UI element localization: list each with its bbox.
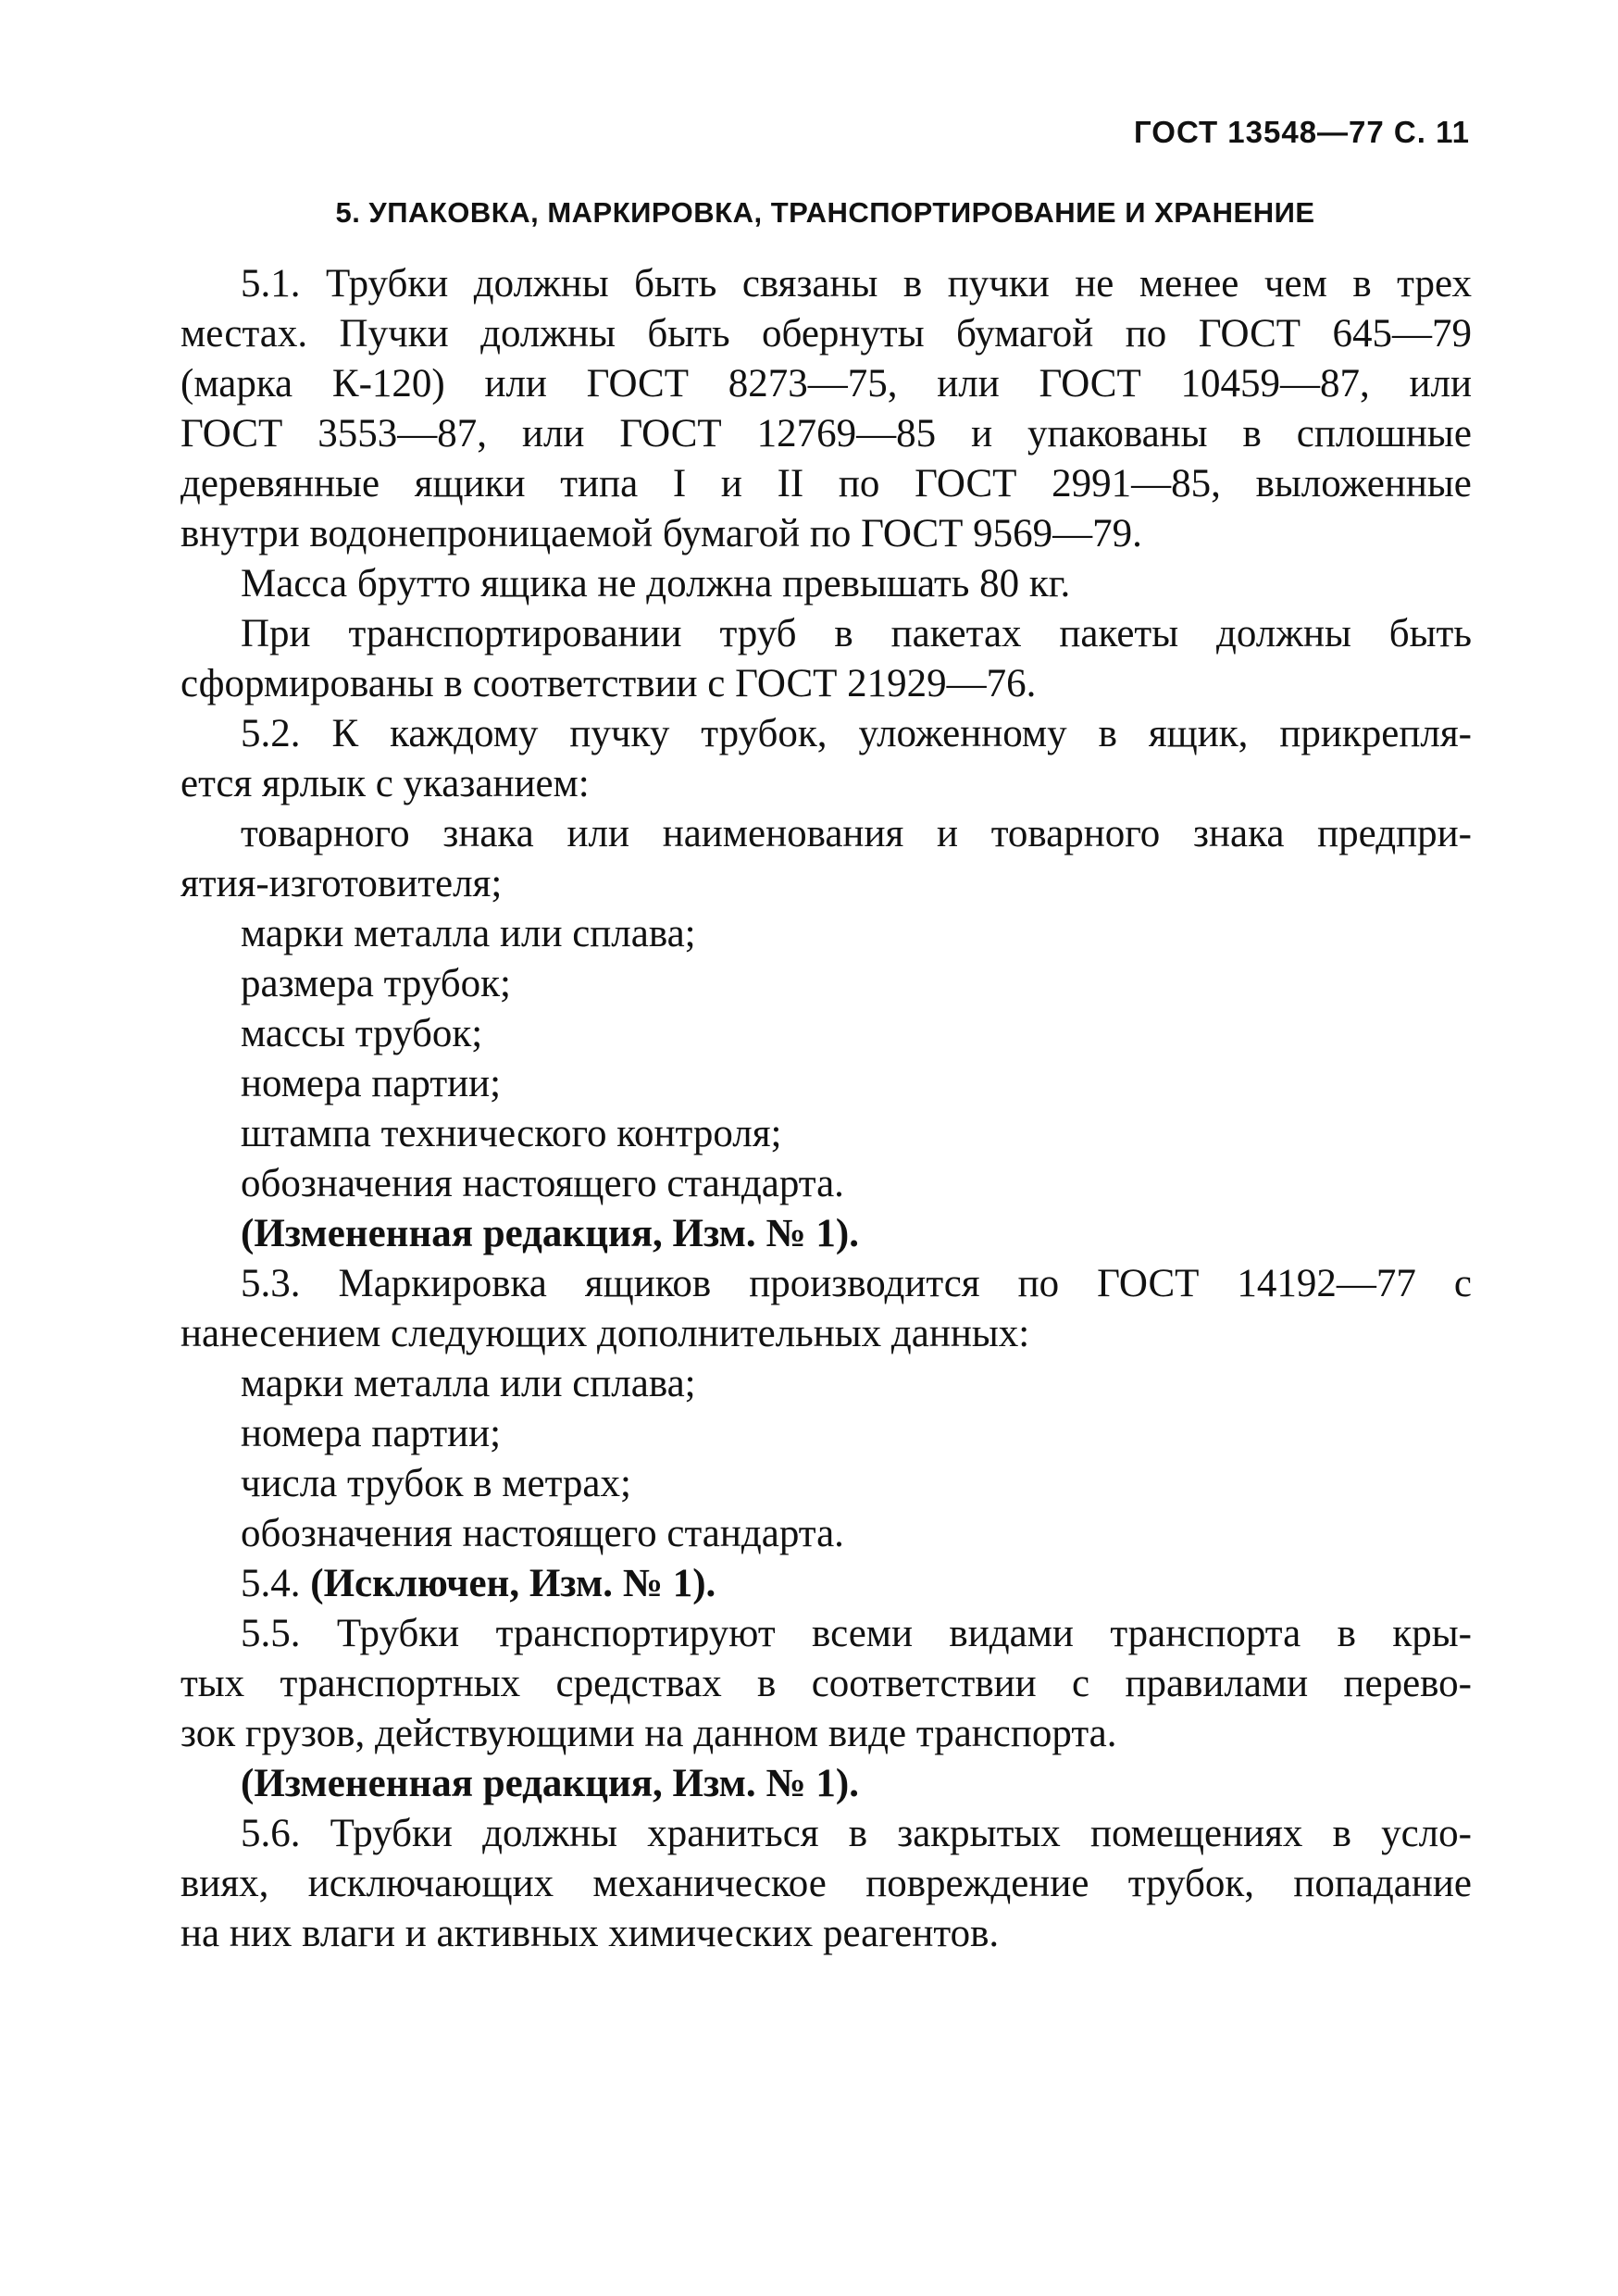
paragraph-5-1-line: внутри водонепроницаемой бумагой по ГОСТ 9569—79. — [180, 512, 1142, 555]
word: транспорта — [1110, 1612, 1301, 1655]
word: в — [1352, 262, 1372, 306]
list-item: номера партии; — [241, 1062, 502, 1105]
paragraph-5-2-line — [180, 809, 1472, 859]
paragraph-5-1-line — [180, 309, 1472, 359]
word: или — [484, 362, 547, 406]
paragraph-5-4-text: (Исключен, Изм. № 1). — [310, 1562, 716, 1605]
word: II — [777, 462, 804, 505]
package-line — [180, 609, 1472, 659]
word: Трубки — [336, 1612, 460, 1655]
list-item: числа трубок в метрах; — [241, 1462, 631, 1505]
word: трех — [1397, 262, 1472, 306]
paragraph-5-1-line — [180, 259, 1472, 309]
word: исключающих — [307, 1862, 554, 1905]
word: трубок, — [701, 712, 828, 755]
word: 8273—75, — [728, 362, 898, 406]
paragraph-5-5-line — [180, 1609, 1472, 1659]
word: Трубки — [330, 1812, 453, 1855]
word: должны — [482, 1812, 618, 1855]
paragraph-5-1-line — [180, 359, 1472, 409]
word: бумагой — [956, 312, 1094, 356]
paragraph-5-2-line — [180, 709, 1472, 759]
paragraph-5-2-line: ется ярлык с указанием: — [180, 762, 590, 805]
word: ГОСТ — [586, 362, 689, 406]
word: в — [757, 1662, 777, 1705]
list-item: обозначения настоящего стандарта. — [241, 1512, 844, 1555]
section-body — [180, 259, 1472, 1959]
word: виях, — [180, 1862, 269, 1905]
word: с — [1453, 1262, 1472, 1305]
paragraph-5-6-line: на них влаги и активных химических реагентов. — [180, 1912, 1000, 1955]
running-head: ГОСТ 13548—77 С. 11 — [1134, 115, 1470, 149]
list-item: номера партии; — [241, 1412, 502, 1455]
word: должны — [480, 312, 616, 356]
word: и — [936, 812, 958, 855]
word: соответствии — [811, 1662, 1037, 1705]
list-item: штампа технического контроля; — [241, 1112, 782, 1155]
word: 645—79 — [1332, 312, 1472, 356]
word: деревянные — [180, 462, 380, 505]
section-title: 5. УПАКОВКА, МАРКИРОВКА, ТРАНСПОРТИРОВАНИЕ И ХРАНЕНИЕ — [335, 196, 1315, 229]
word: транспортировании — [348, 612, 682, 655]
paragraph-5-3-line — [180, 1259, 1472, 1309]
word: в — [834, 612, 853, 655]
word: Пучки — [339, 312, 449, 356]
word: или — [937, 362, 1000, 406]
word: кры- — [1392, 1612, 1472, 1655]
word: перево- — [1343, 1662, 1472, 1705]
word: ящик, — [1148, 712, 1249, 755]
word: менее — [1139, 262, 1239, 306]
word: средствах — [555, 1662, 722, 1705]
paragraph-5-3-line: нанесением следующих дополнительных данных: — [180, 1312, 1030, 1355]
word: Маркировка — [338, 1262, 547, 1305]
paragraph-5-4 — [180, 1559, 1472, 1609]
word: Трубки — [326, 262, 449, 306]
package-line: сформированы в соответствии с ГОСТ 21929—76. — [180, 662, 1037, 705]
word: производится — [749, 1262, 980, 1305]
word: тых — [180, 1662, 245, 1705]
word: уложенному — [858, 712, 1067, 755]
word: в — [1337, 1612, 1356, 1655]
word: пучку — [569, 712, 670, 755]
word: 5.1. — [241, 262, 301, 306]
word: сплошные — [1296, 412, 1472, 455]
word: товарного — [241, 812, 410, 855]
word: ГОСТ — [1039, 362, 1141, 406]
word: 2991—85, — [1052, 462, 1221, 505]
amendment-note: (Измененная редакция, Изм. № 1). — [241, 1762, 859, 1805]
word: связаны — [741, 262, 878, 306]
paragraph-5-2-line: ятия-изготовителя; — [180, 862, 503, 905]
word: в — [848, 1812, 868, 1855]
word: 5.2. — [241, 712, 301, 755]
list-item: обозначения настоящего стандарта. — [241, 1162, 844, 1205]
word: товарного — [990, 812, 1161, 855]
word: I — [672, 462, 687, 505]
word: быть — [634, 262, 717, 306]
word: не — [1075, 262, 1114, 306]
word: и — [971, 412, 993, 455]
word: механическое — [592, 1862, 827, 1905]
word: по — [1017, 1262, 1060, 1305]
list-item: массы трубок; — [241, 1012, 483, 1055]
word: упакованы — [1027, 412, 1208, 455]
word: наименования — [662, 812, 904, 855]
word: пакетах — [890, 612, 1022, 655]
word: 14192—77 — [1237, 1262, 1416, 1305]
word: 3553—87, — [317, 412, 488, 455]
word: труб — [719, 612, 797, 655]
word: 12769—85 — [756, 412, 937, 455]
list-item: марки металла или сплава; — [241, 1362, 696, 1405]
word: ящиков — [584, 1262, 712, 1305]
word: прикрепля- — [1279, 712, 1472, 755]
word: типа — [560, 462, 639, 505]
word: знака — [442, 812, 534, 855]
word: обернуты — [762, 312, 925, 356]
word: правилами — [1125, 1662, 1309, 1705]
word: пакеты — [1059, 612, 1179, 655]
word: При — [241, 612, 311, 655]
word: попадание — [1293, 1862, 1472, 1905]
word: в — [902, 262, 923, 306]
word: каждому — [390, 712, 539, 755]
word: повреждение — [865, 1862, 1089, 1905]
word: 10459—87, — [1180, 362, 1370, 406]
paragraph-5-4-number: 5.4. — [241, 1562, 301, 1605]
word: помещениях — [1089, 1812, 1303, 1855]
word: в — [1332, 1812, 1351, 1855]
word: по — [1125, 312, 1167, 356]
word: предпри- — [1317, 812, 1472, 855]
word: всеми — [812, 1612, 914, 1655]
word: или — [566, 812, 629, 855]
word: 5.3. — [241, 1262, 301, 1305]
word: выложенные — [1255, 462, 1472, 505]
word: в — [1098, 712, 1117, 755]
paragraph-5-5-line — [180, 1659, 1472, 1709]
word: ящики — [414, 462, 526, 505]
paragraph-5-1-line — [180, 459, 1472, 509]
word: транспортируют — [495, 1612, 776, 1655]
word: 5.5. — [241, 1612, 301, 1655]
word: чем — [1263, 262, 1327, 306]
word: должны — [473, 262, 609, 306]
list-item: марки металла или сплава; — [241, 912, 696, 955]
paragraph-5-6-line — [180, 1859, 1472, 1909]
word: трубок, — [1127, 1862, 1254, 1905]
word: транспортных — [280, 1662, 521, 1705]
word: по — [838, 462, 880, 505]
word: закрытых — [897, 1812, 1061, 1855]
word: К-120) — [331, 362, 445, 406]
word: храниться — [647, 1812, 819, 1855]
word: ГОСТ — [619, 412, 722, 455]
word: должны — [1216, 612, 1351, 655]
word: или — [521, 412, 585, 455]
word: знака — [1193, 812, 1285, 855]
word: ГОСТ — [180, 412, 283, 455]
word: ГОСТ — [1097, 1262, 1200, 1305]
word: быть — [1388, 612, 1472, 655]
word: ГОСТ — [915, 462, 1017, 505]
word: местах. — [180, 312, 308, 356]
paragraph-5-6-line — [180, 1809, 1472, 1859]
word: К — [331, 712, 359, 755]
word: и — [720, 462, 742, 505]
word: быть — [647, 312, 730, 356]
amendment-note: (Измененная редакция, Изм. № 1). — [241, 1212, 859, 1255]
word: 5.6. — [241, 1812, 301, 1855]
word: или — [1409, 362, 1472, 406]
word: усло- — [1381, 1812, 1472, 1855]
list-item: размера трубок; — [241, 962, 511, 1005]
word: (марка — [180, 362, 293, 406]
word: видами — [949, 1612, 1074, 1655]
word: с — [1072, 1662, 1090, 1705]
word: ГОСТ — [1198, 312, 1301, 356]
word: пучки — [947, 262, 1050, 306]
paragraph-5-1-line — [180, 409, 1472, 459]
mass-line: Масса брутто ящика не должна превышать 80 кг. — [241, 562, 1071, 605]
paragraph-5-5-line: зок грузов, действующими на данном виде транспорта. — [180, 1712, 1117, 1755]
word: в — [1242, 412, 1262, 455]
